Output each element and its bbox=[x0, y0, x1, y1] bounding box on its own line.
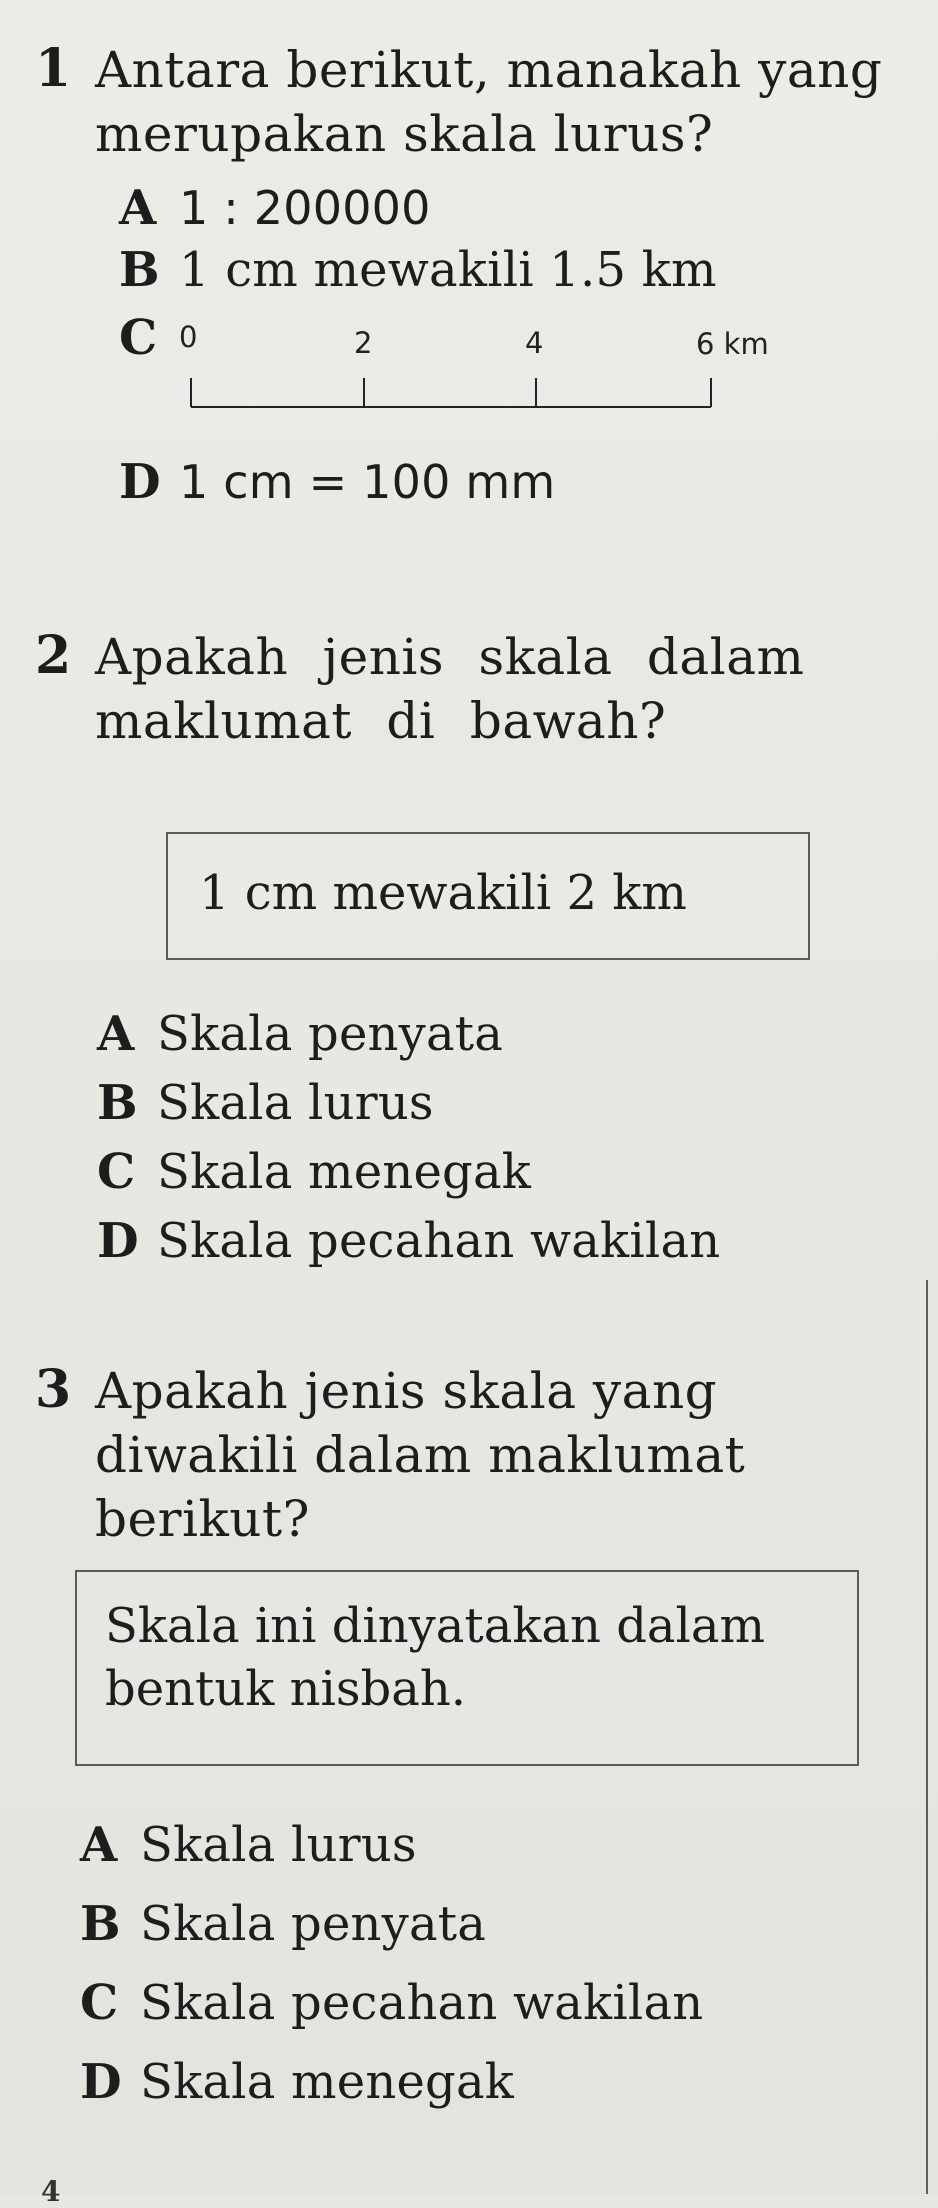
question-2-info-text: 1 cm mewakili 2 km bbox=[199, 865, 687, 921]
option-text: Skala lurus bbox=[140, 1817, 417, 1873]
option-letter: D bbox=[80, 2054, 122, 2110]
question-2-option-d bbox=[97, 1213, 895, 1269]
option-text: 1 cm = 100 mm bbox=[179, 455, 556, 509]
scale-label-6km: 6 km bbox=[696, 327, 769, 361]
option-text: Skala penyata bbox=[140, 1896, 487, 1952]
question-3-info-text: Skala ini dinyatakan dalam bentuk nisbah. bbox=[105, 1598, 766, 1718]
question-2-option-b bbox=[97, 1075, 895, 1131]
question-2-info-box bbox=[166, 832, 810, 960]
option-letter: D bbox=[97, 1213, 139, 1269]
question-3-text: Apakah jenis skala yang diwakili dalam maklumat berikut? bbox=[95, 1362, 746, 1548]
option-letter: A bbox=[80, 1817, 118, 1873]
option-text: Skala pecahan wakilan bbox=[157, 1213, 721, 1269]
question-1-row bbox=[35, 38, 895, 166]
question-3-number: 3 bbox=[35, 1359, 72, 1420]
option-letter: D bbox=[119, 454, 161, 510]
scale-label-4: 4 bbox=[525, 326, 544, 360]
question-3-options bbox=[35, 1817, 895, 2120]
question-2-option-a bbox=[97, 1006, 895, 1062]
option-text: Skala menegak bbox=[140, 2054, 515, 2110]
question-2-text: Apakah jenis skala dalam maklumat di bawah? bbox=[95, 628, 805, 750]
question-3-info-box bbox=[75, 1570, 859, 1766]
question-1-option-d bbox=[119, 454, 895, 510]
page-edge-line bbox=[926, 1280, 928, 2194]
option-letter: C bbox=[119, 310, 158, 366]
option-letter: C bbox=[97, 1144, 136, 1200]
scale-label-2: 2 bbox=[354, 326, 373, 360]
question-1 bbox=[35, 38, 895, 520]
linear-scale-diagram bbox=[179, 308, 779, 426]
question-3-option-a bbox=[80, 1817, 895, 1873]
question-3-row bbox=[35, 1359, 895, 1551]
question-3-option-b bbox=[80, 1896, 895, 1952]
question-2-option-c bbox=[97, 1144, 895, 1200]
question-3 bbox=[35, 1359, 895, 1551]
option-text: 1 cm mewakili 1.5 km bbox=[179, 242, 717, 298]
option-text: 1 : 200000 bbox=[179, 181, 431, 235]
option-text: Skala penyata bbox=[157, 1006, 504, 1062]
cut-off-question-number: 4 bbox=[41, 2175, 61, 2208]
question-1-text: Antara berikut, manakah yang merupakan skala lurus? bbox=[95, 41, 883, 163]
question-2-options bbox=[35, 1006, 895, 1279]
question-1-options bbox=[35, 180, 895, 510]
question-3-option-d bbox=[80, 2054, 895, 2110]
option-text: Skala pecahan wakilan bbox=[140, 1975, 704, 2031]
option-letter: A bbox=[97, 1006, 135, 1062]
scale-label-0: 0 bbox=[179, 320, 198, 354]
question-2-row bbox=[35, 625, 895, 753]
question-1-number: 1 bbox=[35, 38, 72, 99]
question-1-option-b bbox=[119, 242, 895, 298]
option-letter: B bbox=[97, 1075, 138, 1131]
question-1-option-c bbox=[119, 308, 895, 426]
option-letter: C bbox=[80, 1975, 119, 2031]
option-letter: B bbox=[80, 1896, 121, 1952]
question-1-option-a bbox=[119, 180, 895, 236]
option-letter: A bbox=[119, 180, 157, 236]
option-text: Skala lurus bbox=[157, 1075, 434, 1131]
question-3-option-c bbox=[80, 1975, 895, 2031]
option-text: Skala menegak bbox=[157, 1144, 532, 1200]
question-2-number: 2 bbox=[35, 625, 72, 686]
option-letter: B bbox=[119, 242, 160, 298]
question-2 bbox=[35, 625, 895, 753]
